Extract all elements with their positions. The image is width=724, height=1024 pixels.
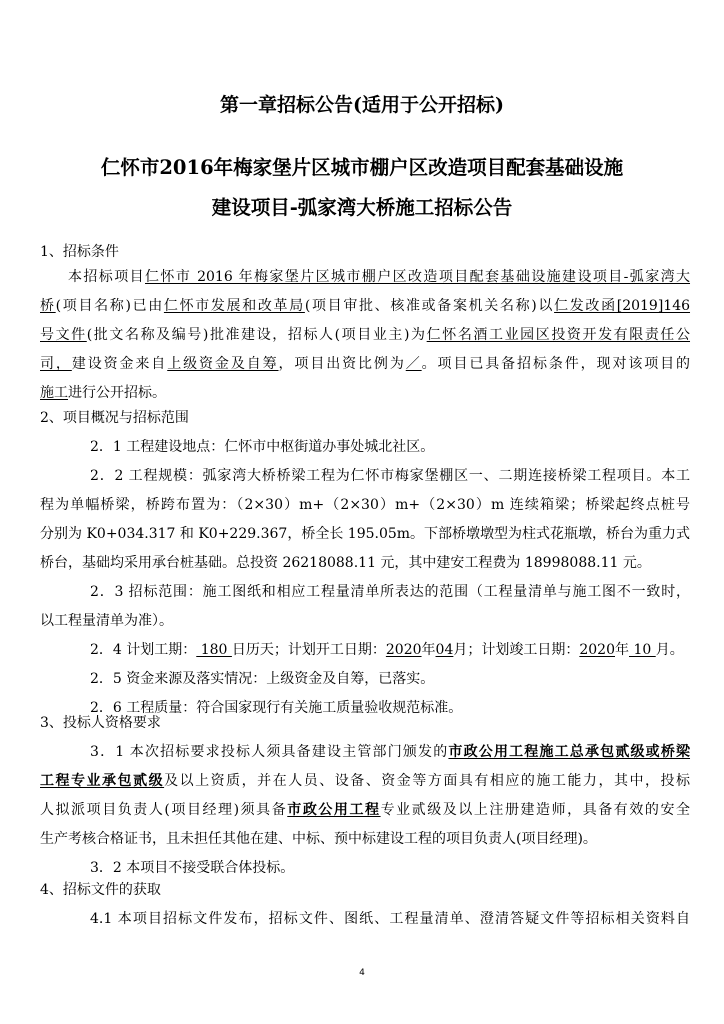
paragraph-line: 2．4 计划工期： 180 日历天；计划开工日期：2020年04月；计划竣工日期：2020年 10 月。 <box>90 642 684 658</box>
section-heading-2: 2、项目概况与招标范围 <box>40 410 189 426</box>
paragraph-line: 3．1 本次招标要求投标人须具备建设主管部门颁发的市政公用工程施工总承包贰级或桥梁 <box>90 744 691 760</box>
paragraph-line: 桥台，基础均采用承台桩基础。总投资 26218088.11 元，其中建安工程费为 18998088.11 元。 <box>40 555 651 571</box>
paragraph-line: 以工程量清单为准）。 <box>40 613 173 629</box>
paragraph-line: 工程专业承包贰级及以上资质，并在人员、设备、资金等方面具有相应的施工能力，其中，投标 <box>40 773 691 789</box>
paragraph-line: 司，建设资金来自上级资金及自筹，项目出资比例为／。项目已具备招标条件，现对该项目的 <box>40 356 691 372</box>
paragraph-line: 桥(项目名称)已由仁怀市发展和改革局(项目审批、核准或备案机关名称)以仁发改函[2019]146 <box>40 298 691 314</box>
section-heading-4: 4、招标文件的获取 <box>40 882 161 898</box>
notice-title-line-1: 仁怀市2016年梅家堡片区城市棚户区改造项目配套基础设施 <box>100 156 624 179</box>
paragraph-line: 2．6 工程质量：符合国家现行有关施工质量验收规范标准。 <box>90 700 463 716</box>
paragraph-line: 3．2 本项目不接受联合体投标。 <box>90 860 295 876</box>
paragraph-line: 生产考核合格证书，且未担任其他在建、中标、预中标建设工程的项目负责人(项目经理)。 <box>40 831 597 847</box>
paragraph-line: 人拟派项目负责人(项目经理)须具备市政公用工程专业贰级及以上注册建造师，具备有效的安全 <box>40 802 690 818</box>
paragraph-line: 施工进行公开招标。 <box>40 385 166 401</box>
paragraph-line: 2．2 工程规模：弧家湾大桥桥梁工程为仁怀市梅家堡棚区一、二期连接桥梁工程项目。本工 <box>90 468 690 484</box>
paragraph-line: 本招标项目仁怀市 2016 年梅家堡片区城市棚户区改造项目配套基础设施建设项目-弧家湾大 <box>68 269 691 285</box>
paragraph-line: 4.1 本项目招标文件发布，招标文件、图纸、工程量清单、澄清答疑文件等招标相关资料自 <box>90 911 690 927</box>
paragraph-line: 号文件(批文名称及编号)批准建设，招标人(项目业主)为仁怀名酒工业园区投资开发有限责任公 <box>40 327 691 343</box>
paragraph-line: 2．3 招标范围：施工图纸和相应工程量清单所表达的范围（工程量清单与施工图不一致时， <box>90 584 690 600</box>
notice-title-line-2: 建设项目-弧家湾大桥施工招标公告 <box>211 196 513 219</box>
page-number: 4 <box>359 968 365 978</box>
chapter-heading: 第一章招标公告(适用于公开招标) <box>220 94 504 116</box>
paragraph-line: 2．5 资金来源及落实情况：上级资金及自筹，已落实。 <box>90 671 435 687</box>
section-heading-1: 1、招标条件 <box>40 244 119 260</box>
paragraph-line: 程为单幅桥梁，桥跨布置为：（2×30）m+（2×30）m+（2×30）m 连续箱梁；桥梁起终点桩号 <box>40 497 690 513</box>
paragraph-line: 2．1 工程建设地点：仁怀市中枢街道办事处城北社区。 <box>90 439 435 455</box>
section-heading-3: 3、投标人资格要求 <box>40 715 161 731</box>
paragraph-line: 分别为 K0+034.317 和 K0+229.367，桥全长 195.05m。下部桥墩墩型为柱式花瓶墩，桥台为重力式 <box>40 526 691 542</box>
